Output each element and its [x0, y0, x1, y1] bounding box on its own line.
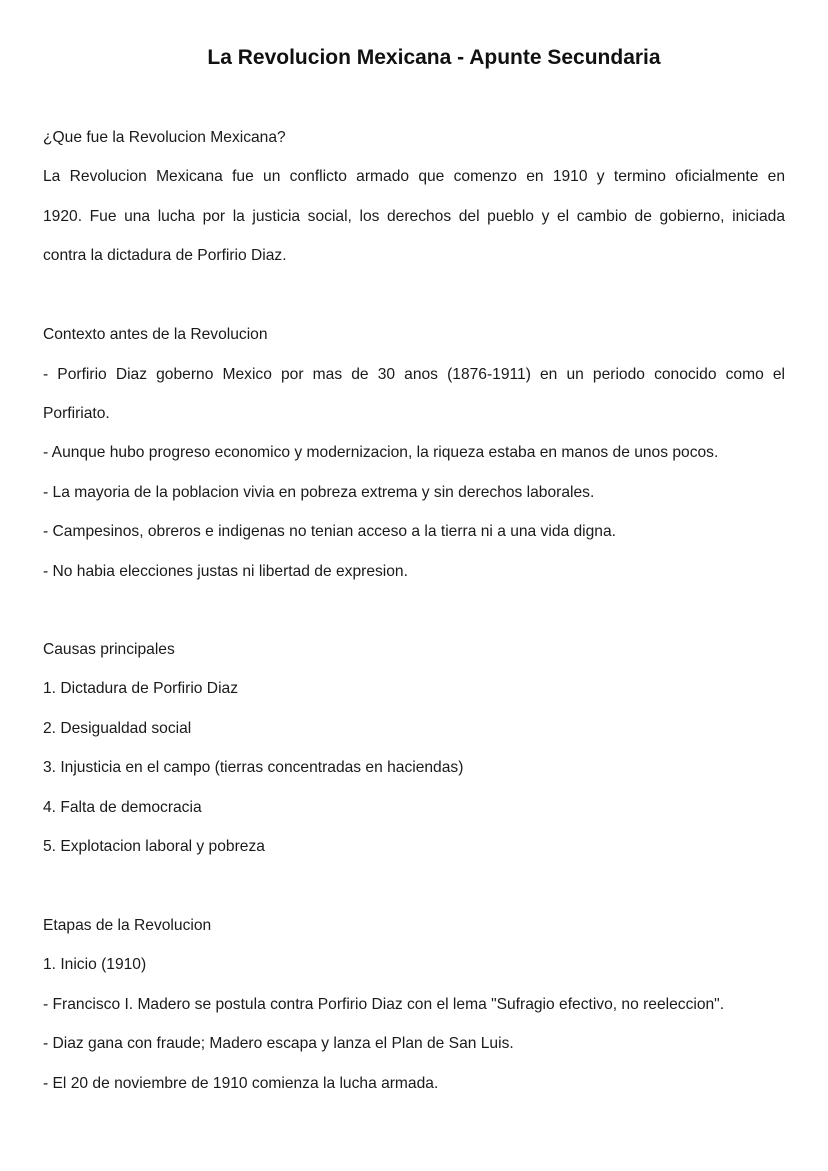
document-title: La Revolucion Mexicana - Apunte Secundaria [207, 46, 661, 69]
list-item: 3. Injusticia en el campo (tierras concentradas en haciendas) [43, 759, 464, 776]
list-item: - Campesinos, obreros e indigenas no tenian acceso a la tierra ni a una vida digna. [43, 523, 616, 540]
section-heading-stages: Etapas de la Revolucion [43, 917, 212, 934]
section-heading-context: Contexto antes de la Revolucion [43, 326, 268, 343]
list-item: 1. Dictadura de Porfirio Diaz [43, 680, 239, 697]
paragraph-line: 1920. Fue una lucha por la justicia social, los derechos del pueblo y el cambio de gobierno, iniciada [43, 208, 785, 225]
list-item: 2. Desigualdad social [43, 720, 192, 737]
paragraph-line: contra la dictadura de Porfirio Diaz. [43, 247, 287, 264]
list-item: 5. Explotacion laboral y pobreza [43, 838, 265, 855]
list-item: - No habia elecciones justas ni libertad de expresion. [43, 563, 408, 580]
list-item: 4. Falta de democracia [43, 799, 202, 816]
section-heading-causes: Causas principales [43, 641, 175, 658]
list-item: - Porfirio Diaz goberno Mexico por mas de 30 anos (1876-1911) en un periodo conocido como el [43, 366, 785, 383]
list-item: - Diaz gana con fraude; Madero escapa y lanza el Plan de San Luis. [43, 1035, 514, 1052]
paragraph-line: La Revolucion Mexicana fue un conflicto armado que comenzo en 1910 y termino oficialmente en [43, 168, 785, 185]
list-item: 1. Inicio (1910) [43, 956, 147, 973]
list-item: Porfiriato. [43, 405, 110, 422]
list-item: - Aunque hubo progreso economico y modernizacion, la riqueza estaba en manos de unos pocos. [43, 444, 719, 461]
section-heading-intro: ¿Que fue la Revolucion Mexicana? [43, 129, 286, 146]
list-item: - El 20 de noviembre de 1910 comienza la lucha armada. [43, 1075, 439, 1092]
list-item: - La mayoria de la poblacion vivia en pobreza extrema y sin derechos laborales. [43, 484, 595, 501]
list-item: - Francisco I. Madero se postula contra Porfirio Diaz con el lema "Sufragio efectivo, no reeleccion". [43, 996, 725, 1013]
